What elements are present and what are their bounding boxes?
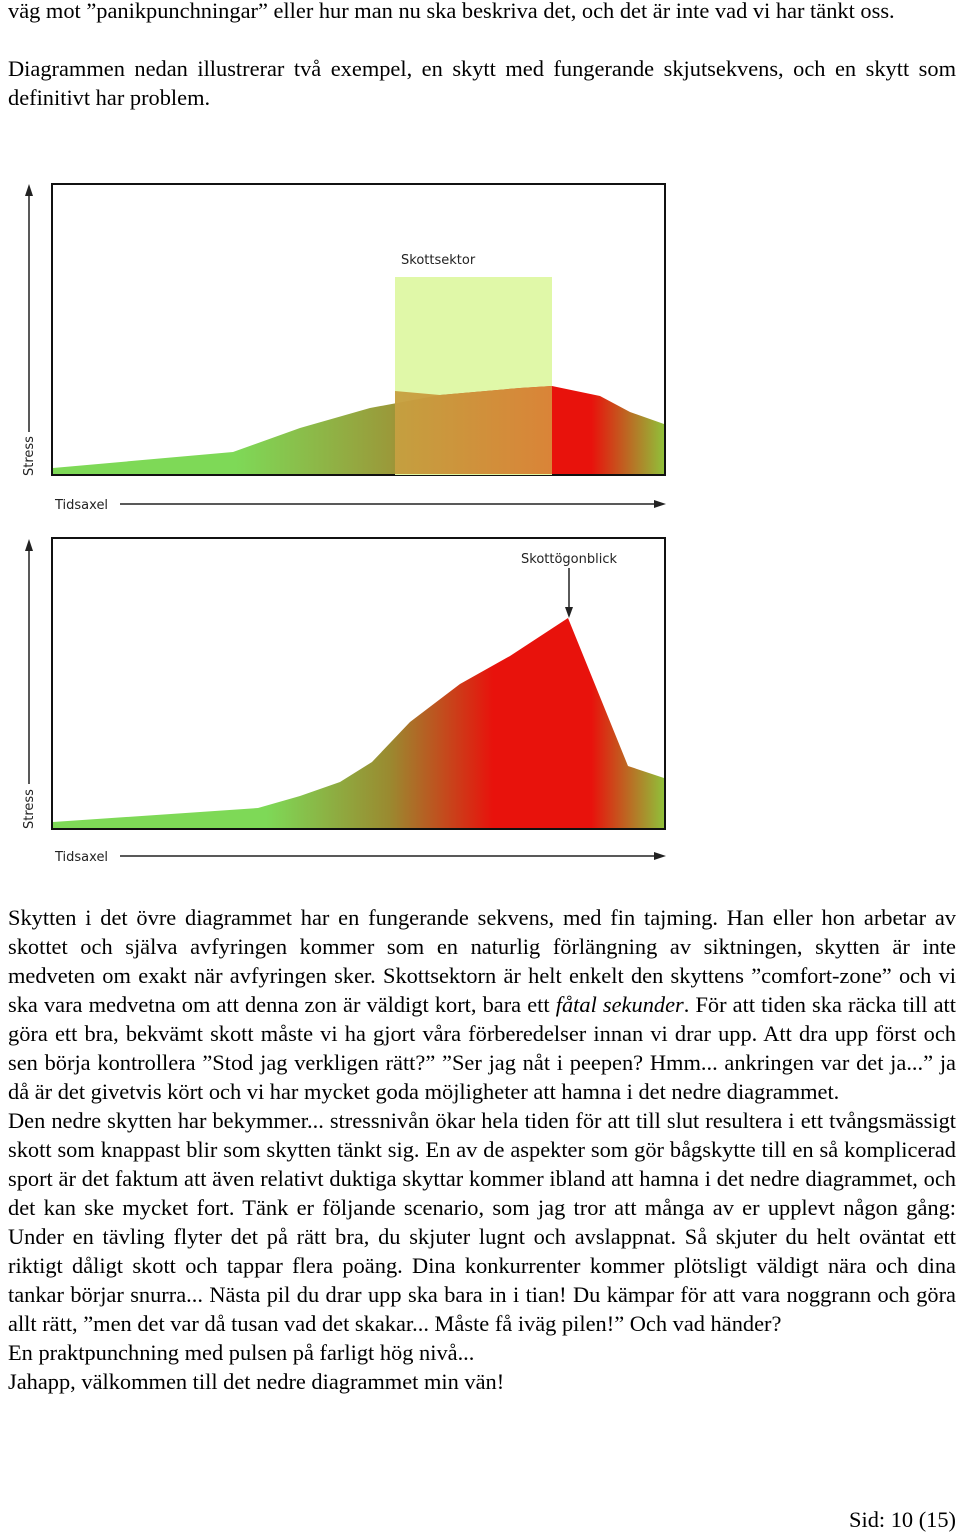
sector-overlay (395, 386, 552, 474)
page-number: Sid: 10 (15) (849, 1507, 956, 1532)
y-axis-label: Stress (22, 789, 37, 829)
diagram-top-svg (0, 172, 700, 522)
paragraph-3: En praktpunchning med pulsen på farligt hög nivå... (8, 1340, 475, 1365)
annotation-label: Skottsektor (401, 253, 476, 268)
paragraph-4: Jahapp, välkommen till det nedre diagrammet min vän! (8, 1369, 505, 1394)
body-text (8, 903, 956, 1396)
paragraph-1 (8, 903, 956, 1106)
y-axis-arrow-icon (25, 539, 33, 551)
y-axis-arrow-icon (25, 184, 33, 196)
intro-line-2: Diagrammen nedan illustrerar två exempel, en skytt med fungerande skjutsekvens, och en skytt som definitivt har problem. (8, 56, 956, 110)
x-axis-arrow-icon (654, 500, 666, 508)
diagram-top (0, 172, 700, 522)
intro-line-1: väg mot ”panikpunchningar” eller hur man nu ska beskriva det, och det är inte vad vi har tänkt oss. (8, 0, 895, 23)
intro-text (8, 0, 956, 112)
x-axis-label: Tidsaxel (55, 498, 109, 513)
paragraph-1-emphasis: fåtal sekunder (555, 992, 684, 1017)
paragraph-1-part-a: Skytten i det övre diagrammet har en fungerande sekvens, med fin tajming. Han eller hon arbetar av skottet och själva avfyringen kommer som en naturlig förlängning av siktningen, skytten är inte medveten om exakt när avfyringen sker. Skottsektorn är helt enkelt den skyttens ”comfort-zone” och vi ska vara medvetna om att denna zon är väldigt kort, bara ett (8, 905, 956, 1017)
diagram-bottom (0, 530, 700, 870)
paragraph-1-part-b: . För att tiden ska räcka till att göra ett bra, bekvämt skott måste vi ha gjort våra förberedelser innan vi drar upp. Att dra upp först och sen börja kontrollera ”Stod jag verkligen rätt?” ”Ser jag nåt i peepen? Hmm... ankringen var det ja...” ja då är det givetvis kört och vi har mycket goda möjligheter att hamna i det nedre diagrammet. (8, 992, 956, 1104)
annotation-label: Skottögonblick (521, 552, 618, 567)
diagram-bottom-svg (0, 530, 700, 870)
x-axis-arrow-icon (654, 852, 666, 860)
paragraph-2: Den nedre skytten har bekymmer... stressnivån ökar hela tiden för att till slut resultera i ett tvångsmässigt skott som knappast blir som skytten tänkt sig. En av de aspekter som gör bågskytte till en så komplicerad sport är det faktum att även relativt duktiga skyttar kommer ibland att hamna i det nedre diagrammet, och det kan ske mycket fort. Tänk er följande scenario, som jag tror att många av er upplevt någon gång: Under en tävling flyter det på rätt bra, du skjuter lugnt och avslappnat. Så skjuter du helt oväntat ett riktigt dåligt skott och tappar flera poäng. Dina konkurrenter kommer plötsligt väldigt nära och dina tankar börjar snurra... Nästa pil du drar upp ska bara in i tian! Du kämpar för att vara noggrann och göra allt rätt, ”men det var då tusan vad det skakar... Måste få iväg pilen!” Och vad händer? (8, 1108, 956, 1336)
x-axis-label: Tidsaxel (55, 850, 109, 865)
y-axis-label: Stress (22, 436, 37, 476)
